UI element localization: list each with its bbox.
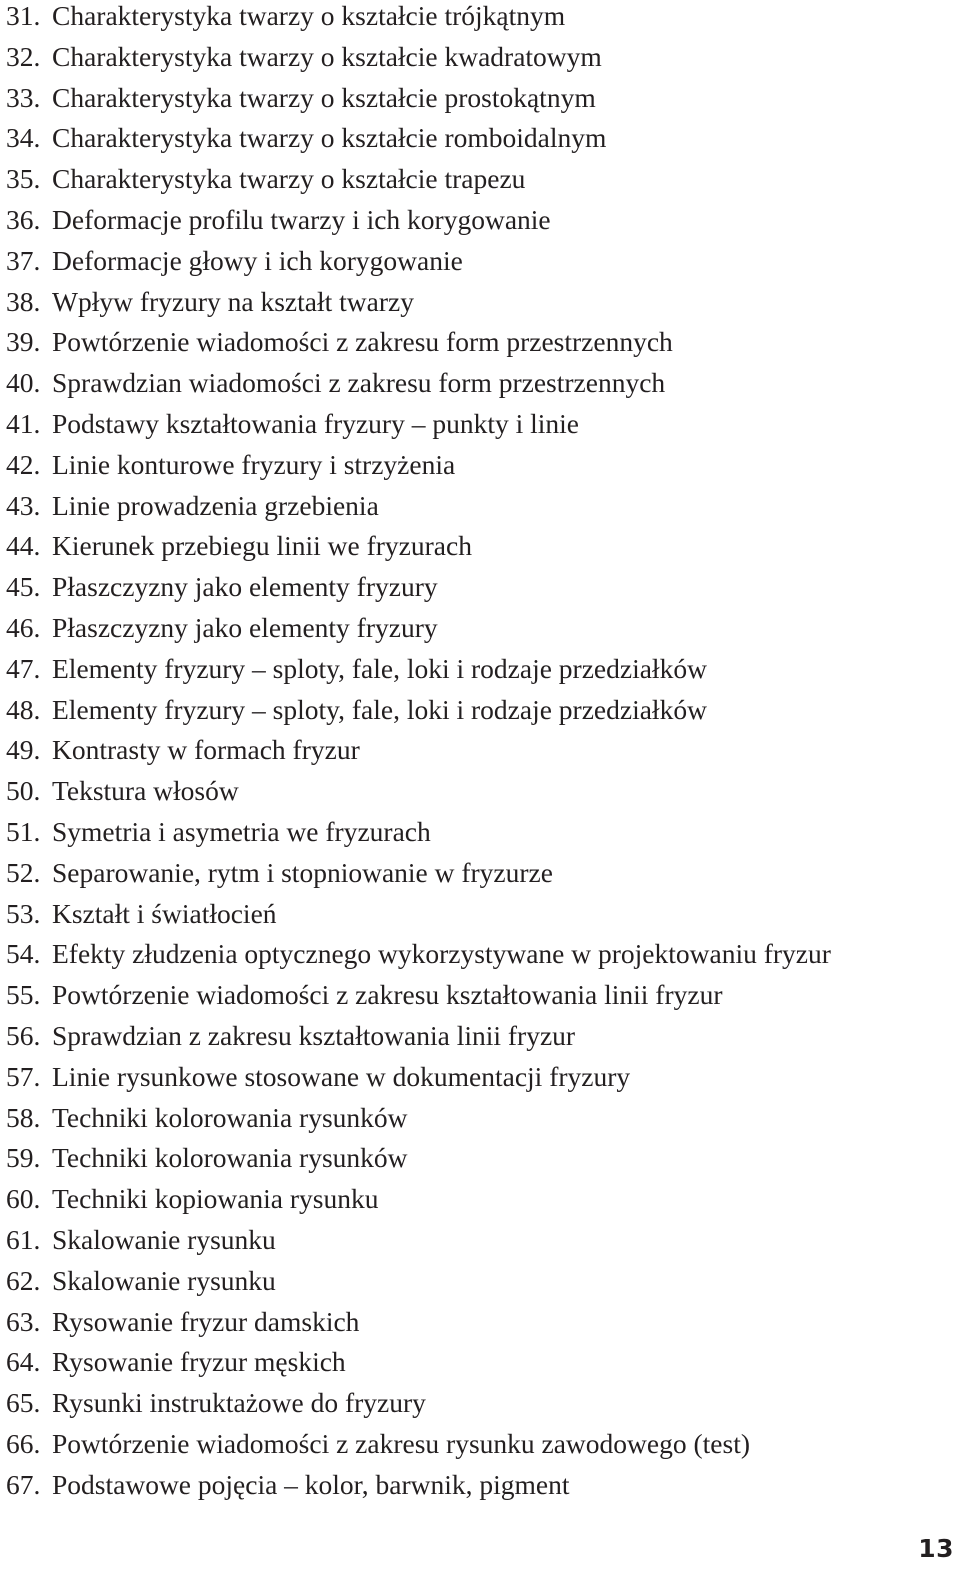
item-number: 43.: [6, 489, 41, 521]
item-text: Podstawy kształtowania fryzury – punkty i linie: [52, 407, 579, 439]
item-text: Kierunek przebiegu linii we fryzurach: [52, 530, 472, 562]
list-item: [6, 0, 956, 37]
item-text: Powtórzenie wiadomości z zakresu kształtowania linii fryzur: [52, 979, 723, 1011]
list-item: [6, 322, 956, 363]
item-text: Charakterystyka twarzy o kształcie kwadratowym: [52, 40, 602, 72]
item-number: 41.: [6, 407, 41, 439]
item-text: Tekstura włosów: [52, 775, 239, 807]
item-text: Skalowanie rysunku: [52, 1223, 276, 1255]
item-number: 35.: [6, 163, 41, 195]
item-number: 42.: [6, 448, 41, 480]
list-item: [6, 1179, 956, 1220]
list-item: [6, 1261, 956, 1302]
list-item: [6, 445, 956, 486]
item-number: 66.: [6, 1427, 41, 1459]
list-item: [6, 1220, 956, 1261]
list-item: [6, 975, 956, 1016]
item-number: 40.: [6, 367, 41, 399]
page-number: 13: [918, 1534, 954, 1563]
item-text: Elementy fryzury – sploty, fale, loki i rodzaje przedziałków: [52, 693, 707, 725]
item-number: 32.: [6, 40, 41, 72]
item-text: Linie konturowe fryzury i strzyżenia: [52, 448, 456, 480]
topic-list: [6, 0, 956, 1505]
item-text: Techniki kolorowania rysunków: [52, 1101, 408, 1133]
item-text: Charakterystyka twarzy o kształcie trapezu: [52, 163, 526, 195]
list-item: [6, 1016, 956, 1057]
list-item: [6, 690, 956, 731]
item-number: 51.: [6, 815, 41, 847]
item-text: Techniki kopiowania rysunku: [52, 1183, 379, 1215]
list-item: [6, 853, 956, 894]
item-text: Rysowanie fryzur damskich: [52, 1305, 360, 1337]
list-item: [6, 363, 956, 404]
list-item: [6, 78, 956, 119]
item-number: 37.: [6, 244, 41, 276]
list-item: [6, 608, 956, 649]
item-number: 54.: [6, 938, 41, 970]
list-item: [6, 894, 956, 935]
item-number: 49.: [6, 734, 41, 766]
item-number: 33.: [6, 81, 41, 113]
item-text: Rysunki instruktażowe do fryzury: [52, 1387, 426, 1419]
item-number: 64.: [6, 1346, 41, 1378]
item-text: Deformacje głowy i ich korygowanie: [52, 244, 463, 276]
item-number: 53.: [6, 897, 41, 929]
item-number: 61.: [6, 1223, 41, 1255]
item-text: Powtórzenie wiadomości z zakresu rysunku zawodowego (test): [52, 1427, 750, 1459]
list-item: [6, 37, 956, 78]
item-number: 31.: [6, 0, 41, 31]
item-number: 52.: [6, 856, 41, 888]
list-item: [6, 404, 956, 445]
item-number: 67.: [6, 1468, 41, 1500]
list-item: [6, 1057, 956, 1098]
item-number: 55.: [6, 979, 41, 1011]
list-item: [6, 282, 956, 323]
list-item: [6, 1424, 956, 1465]
item-text: Kształt i światłocień: [52, 897, 277, 929]
item-number: 45.: [6, 571, 41, 603]
list-item: [6, 771, 956, 812]
item-number: 56.: [6, 1019, 41, 1051]
list-item: [6, 1342, 956, 1383]
item-text: Symetria i asymetria we fryzurach: [52, 815, 431, 847]
item-text: Kontrasty w formach fryzur: [52, 734, 360, 766]
item-text: Separowanie, rytm i stopniowanie w fryzurze: [52, 856, 553, 888]
list-item: [6, 200, 956, 241]
item-number: 36.: [6, 203, 41, 235]
item-number: 47.: [6, 652, 41, 684]
item-text: Elementy fryzury – sploty, fale, loki i rodzaje przedziałków: [52, 652, 707, 684]
item-number: 65.: [6, 1387, 41, 1419]
item-text: Linie prowadzenia grzebienia: [52, 489, 379, 521]
list-item: [6, 1098, 956, 1139]
list-item: [6, 649, 956, 690]
list-item: [6, 812, 956, 853]
list-item: [6, 1465, 956, 1506]
item-text: Rysowanie fryzur męskich: [52, 1346, 346, 1378]
item-number: 50.: [6, 775, 41, 807]
item-number: 60.: [6, 1183, 41, 1215]
item-text: Charakterystyka twarzy o kształcie trójkątnym: [52, 0, 566, 31]
item-number: 57.: [6, 1060, 41, 1092]
item-text: Sprawdzian wiadomości z zakresu form przestrzennych: [52, 367, 666, 399]
item-number: 38.: [6, 285, 41, 317]
item-number: 46.: [6, 611, 41, 643]
list-item: [6, 567, 956, 608]
list-item: [6, 118, 956, 159]
item-text: Płaszczyzny jako elementy fryzury: [52, 611, 438, 643]
item-number: 39.: [6, 326, 41, 358]
list-item: [6, 730, 956, 771]
list-item: [6, 1138, 956, 1179]
item-text: Powtórzenie wiadomości z zakresu form przestrzennych: [52, 326, 673, 358]
item-text: Płaszczyzny jako elementy fryzury: [52, 571, 438, 603]
item-text: Sprawdzian z zakresu kształtowania linii fryzur: [52, 1019, 576, 1051]
item-text: Deformacje profilu twarzy i ich korygowanie: [52, 203, 551, 235]
list-item: [6, 241, 956, 282]
item-text: Skalowanie rysunku: [52, 1264, 276, 1296]
item-text: Podstawowe pojęcia – kolor, barwnik, pigment: [52, 1468, 570, 1500]
item-number: 44.: [6, 530, 41, 562]
item-number: 58.: [6, 1101, 41, 1133]
item-text: Charakterystyka twarzy o kształcie prostokątnym: [52, 81, 596, 113]
item-number: 34.: [6, 122, 41, 154]
item-text: Linie rysunkowe stosowane w dokumentacji fryzury: [52, 1060, 631, 1092]
item-text: Charakterystyka twarzy o kształcie romboidalnym: [52, 122, 607, 154]
list-item: [6, 159, 956, 200]
item-text: Techniki kolorowania rysunków: [52, 1142, 408, 1174]
item-number: 62.: [6, 1264, 41, 1296]
list-item: [6, 1383, 956, 1424]
item-text: Wpływ fryzury na kształt twarzy: [52, 285, 414, 317]
item-number: 59.: [6, 1142, 41, 1174]
list-item: [6, 526, 956, 567]
list-item: [6, 1302, 956, 1343]
item-number: 48.: [6, 693, 41, 725]
list-item: [6, 486, 956, 527]
item-text: Efekty złudzenia optycznego wykorzystywane w projektowaniu fryzur: [52, 938, 831, 970]
item-number: 63.: [6, 1305, 41, 1337]
list-item: [6, 934, 956, 975]
